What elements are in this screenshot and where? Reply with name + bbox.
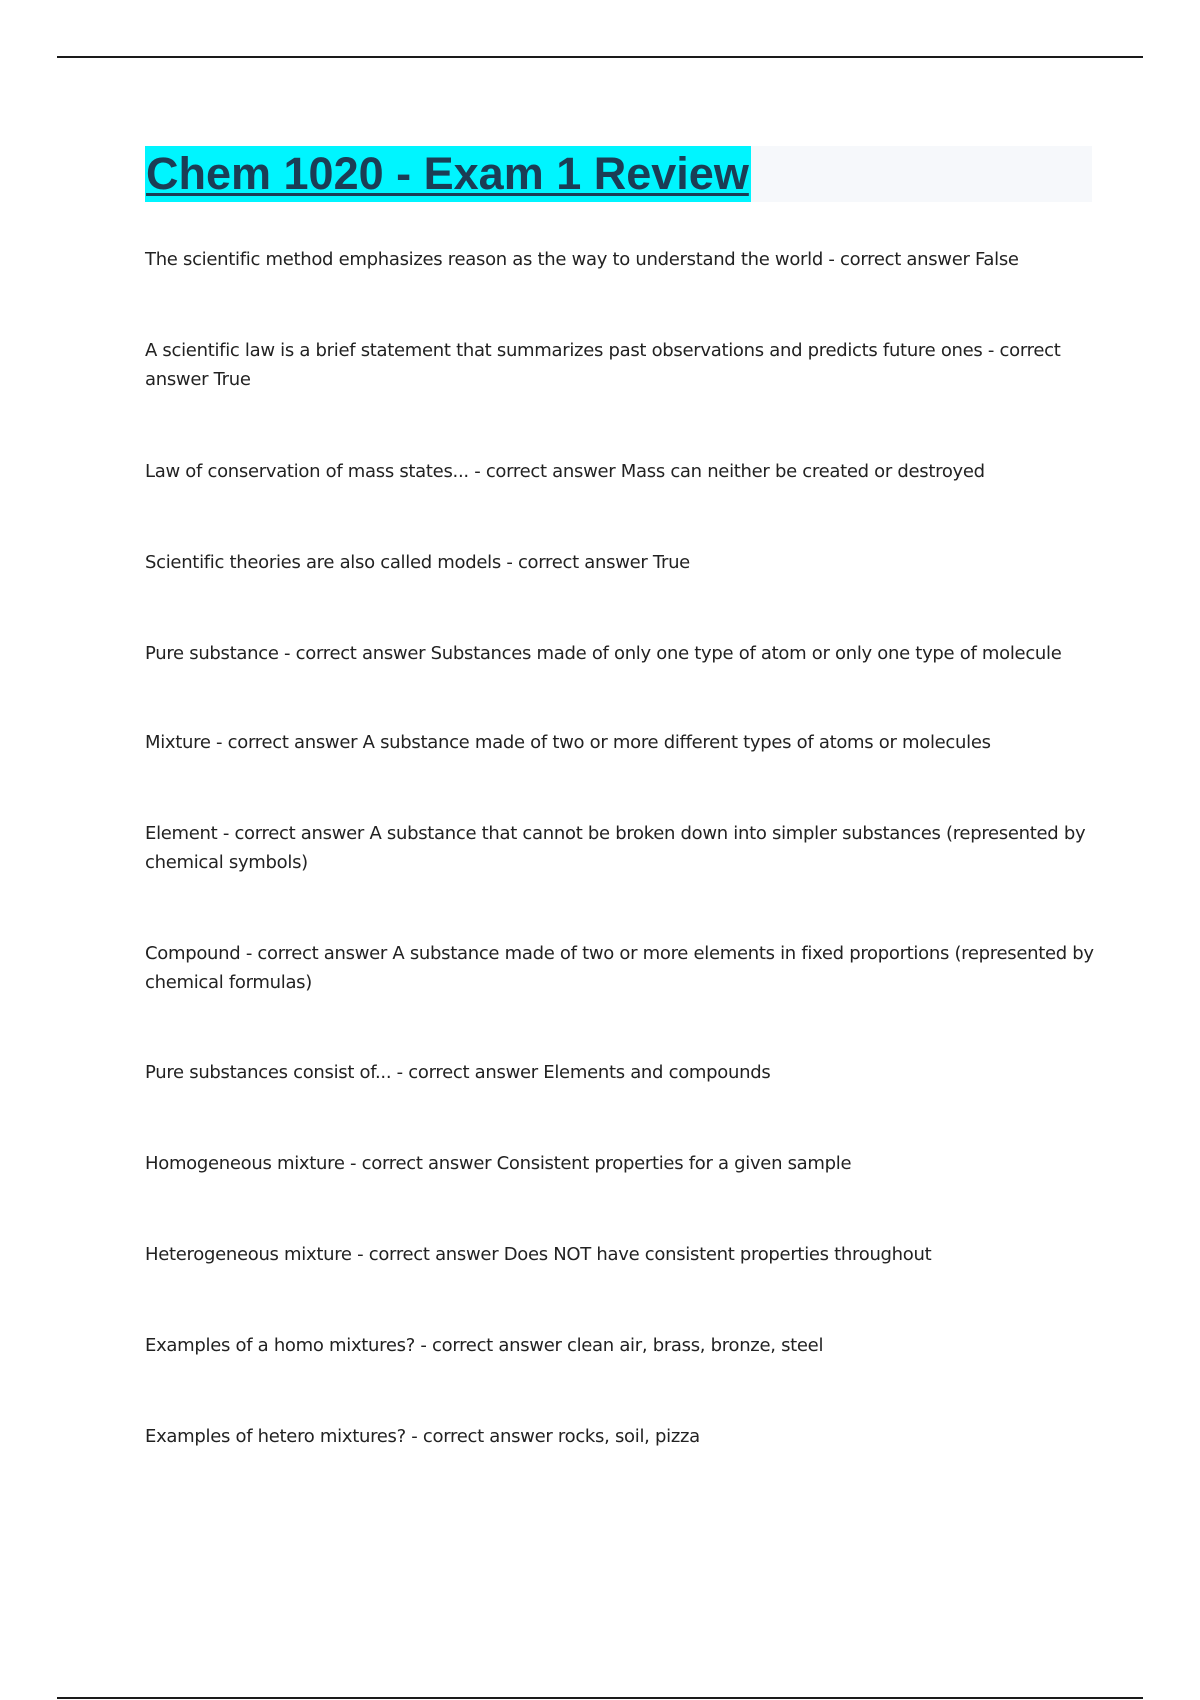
qa-item-3: Law of conservation of mass states... - correct answer Mass can neither be created or destroyed	[145, 461, 985, 482]
qa-item-6: Mixture - correct answer A substance made of two or more different types of atoms or molecules	[145, 732, 991, 753]
qa-item-12: Examples of a homo mixtures? - correct answer clean air, brass, bronze, steel	[145, 1335, 824, 1356]
qa-item-13: Examples of hetero mixtures? - correct answer rocks, soil, pizza	[145, 1426, 700, 1447]
document-title: Chem 1020 - Exam 1 Review	[145, 146, 751, 202]
qa-item-5: Pure substance - correct answer Substances made of only one type of atom or only one type of molecule	[145, 643, 1062, 664]
top-rule	[57, 56, 1143, 58]
bottom-rule	[57, 1697, 1143, 1699]
qa-item-7: Element - correct answer A substance that cannot be broken down into simpler substances (represented by chemical symbols)	[145, 823, 1086, 873]
qa-item-11: Heterogeneous mixture - correct answer Does NOT have consistent properties throughout	[145, 1244, 932, 1265]
qa-item-2: A scientific law is a brief statement that summarizes past observations and predicts future ones - correct answer True	[145, 340, 1061, 390]
qa-item-8: Compound - correct answer A substance made of two or more elements in fixed proportions (represented by chemical formulas)	[145, 943, 1094, 993]
qa-item-1: The scientific method emphasizes reason as the way to understand the world - correct answer False	[145, 249, 1019, 270]
qa-item-9: Pure substances consist of... - correct answer Elements and compounds	[145, 1062, 771, 1083]
qa-item-4: Scientific theories are also called models - correct answer True	[145, 552, 690, 573]
qa-item-10: Homogeneous mixture - correct answer Consistent properties for a given sample	[145, 1153, 852, 1174]
